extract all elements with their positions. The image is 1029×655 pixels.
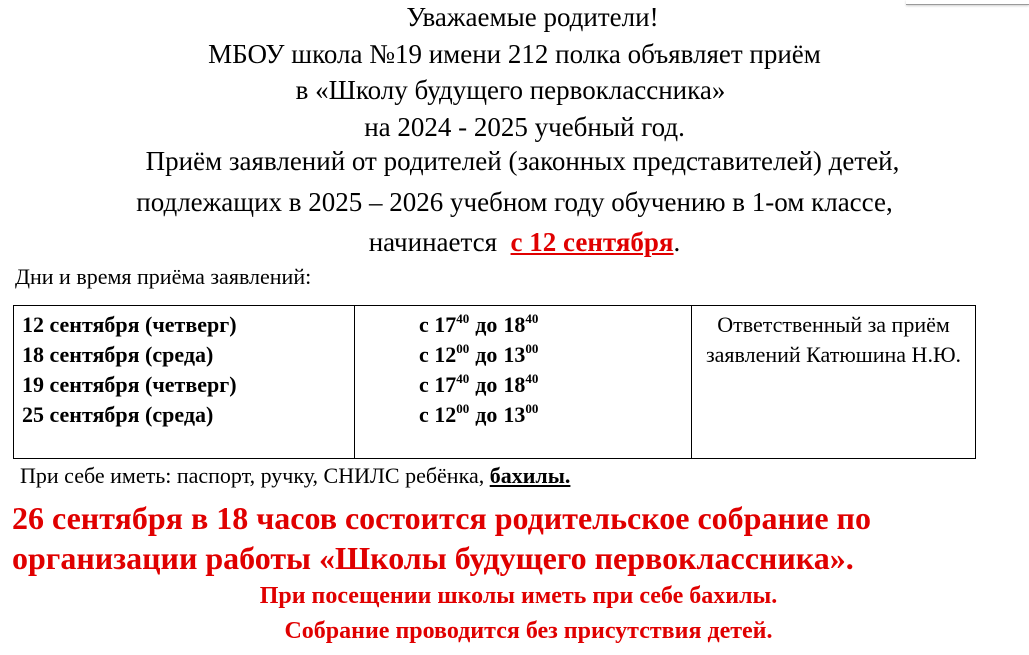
meeting-line: 26 сентября в 18 часов состоится родительское собрание по [12, 500, 871, 536]
start-prefix: начинается [368, 227, 498, 257]
eligibility-line: подлежащих в 2025 – 2026 учебном году обучению в 1-ом классе, [136, 187, 893, 217]
start-date: с 12 сентября [510, 227, 674, 257]
schedule-table [13, 305, 976, 459]
time-item: с $12^{00}$ до $13^{00}$ [419, 341, 539, 367]
time-item: с $17^{40}$ до $18^{40}$ [419, 371, 539, 397]
program-name-line: в «Школу будущего первоклассника» [295, 75, 726, 105]
date-item: 18 сентября (среда) [22, 342, 214, 367]
start-line [10, 226, 1029, 258]
times-cell [355, 306, 692, 459]
time-item: с $12^{00}$ до $13^{00}$ [419, 401, 539, 427]
school-announcement-line: МБОУ школа №19 имени 212 полка объявляет приём [208, 39, 821, 69]
meeting-line: организации работы «Школы будущего первоклассника». [12, 540, 854, 576]
date-item: 25 сентября (среда) [22, 402, 214, 427]
table-row [14, 306, 976, 459]
bring-items-line [20, 463, 570, 489]
schedule-label: Дни и время приёма заявлений: [15, 264, 312, 289]
date-item: 19 сентября (четверг) [22, 372, 237, 397]
school-year-line: на 2024 - 2025 учебный год. [364, 112, 685, 142]
parent-meeting-announcement [12, 498, 1029, 578]
greeting: Уважаемые родители! [406, 2, 659, 32]
time-item: с $17^{40}$ до $18^{40}$ [419, 311, 539, 337]
dates-cell [14, 306, 355, 459]
applications-line: Приём заявлений от родителей (законных представителей) детей, [145, 146, 900, 176]
shoe-covers-reminder: При посещении школы иметь при себе бахилы. [259, 583, 778, 609]
shoe-covers-note: бахилы. [489, 463, 571, 488]
date-item: 12 сентября (четверг) [22, 312, 237, 337]
bring-items-text: При себе иметь: паспорт, ручку, СНИЛС ребёнка, [20, 463, 485, 488]
no-children-note: Собрание проводится без присутствия детей. [284, 618, 773, 644]
responsible-cell: Ответственный за приём заявлений Катюшина Н.Ю. [692, 306, 976, 459]
start-suffix: . [673, 227, 681, 257]
